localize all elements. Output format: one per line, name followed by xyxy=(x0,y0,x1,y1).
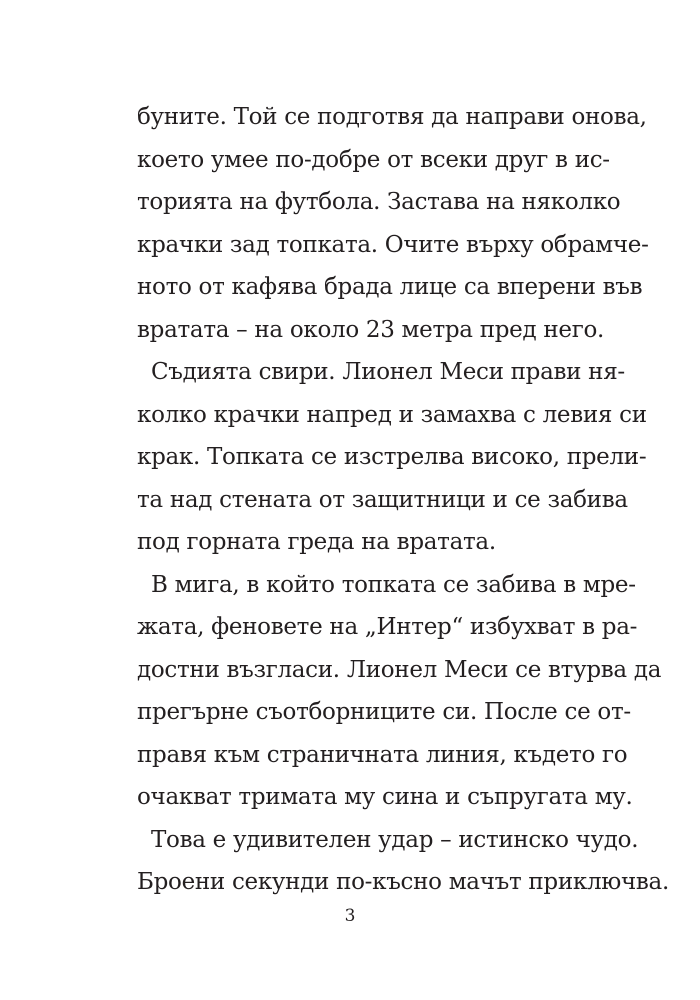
text-line: Това е удивителен удар – истинско чудо. xyxy=(151,826,639,853)
body-text xyxy=(137,102,669,910)
text-line: ното от кафява брада лице са вперени във xyxy=(137,274,643,300)
text-line: което умее по-добре от всеки друг в ис- xyxy=(137,146,610,173)
text-line: вратата – на около 23 метра пред него. xyxy=(137,316,605,343)
text-line: В мига, в който топката се забива в мре- xyxy=(151,571,636,598)
text-line: правя към страничната линия, където го xyxy=(137,741,628,768)
text-line: Съдията свири. Лионел Меси прави ня- xyxy=(151,359,625,385)
text-line: колко крачки напред и замахва с левия си xyxy=(137,401,647,428)
text-line: под горната греда на вратата. xyxy=(137,529,496,555)
text-line: очакват тримата му сина и съпругата му. xyxy=(137,784,633,810)
text-line: Броени секунди по-късно мачът приключва. xyxy=(137,869,669,895)
text-line: крачки зад топката. Очите върху обрамче- xyxy=(137,231,649,258)
text-line: жата, феновете на „Интер“ избухват в ра- xyxy=(137,614,638,640)
text-line: та над стената от защитници и се забива xyxy=(137,486,628,513)
text-line: прегърне съотборниците си. После се от- xyxy=(137,699,631,725)
text-line: достни възгласи. Лионел Меси се втурва да xyxy=(137,656,662,683)
page-number: 3 xyxy=(344,906,356,926)
text-line: крак. Топката се изстрелва високо, прели- xyxy=(137,444,647,470)
text-line: буните. Той се подготвя да направи онова, xyxy=(137,104,647,130)
text-line: торията на футбола. Застава на няколко xyxy=(137,189,621,215)
